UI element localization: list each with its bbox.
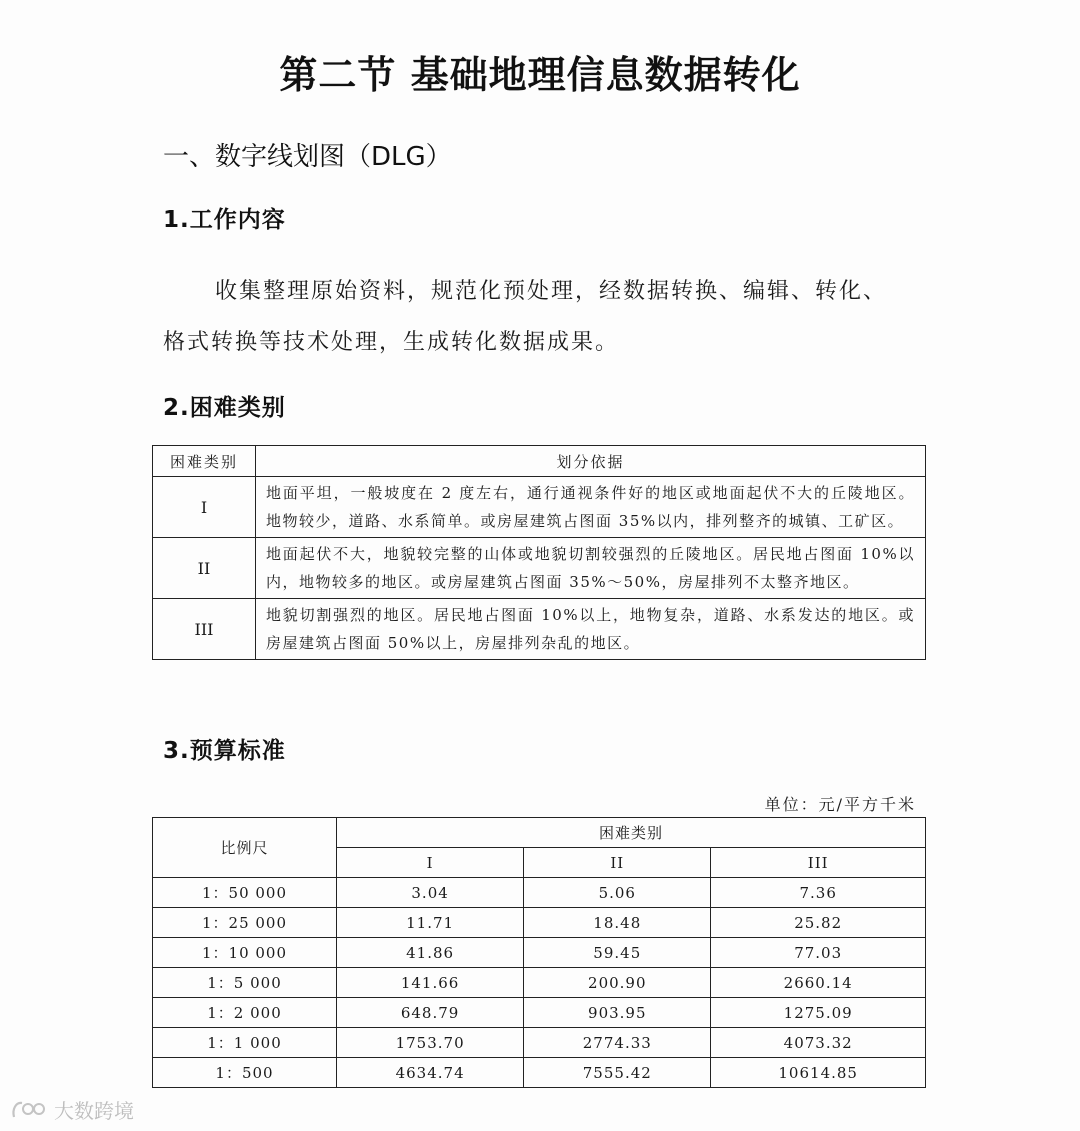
scale-cell: 1：2 000 [153,998,337,1028]
scale-header: 比例尺 [153,818,337,878]
price-cell: 2660.14 [711,968,926,998]
header-cell: 划分依据 [256,446,926,477]
header-cell: 困难类别 [153,446,256,477]
price-cell: 1753.70 [337,1028,524,1058]
subheading-budget: 3.预算标准 [163,738,286,764]
watermark [10,1095,134,1124]
table-header-row [153,446,926,477]
work-content-paragraph [163,266,923,368]
scale-cell: 1：1 000 [153,1028,337,1058]
scale-cell: 1：50 000 [153,878,337,908]
section-heading-dlg: 一、数字线划图（DLG） [163,142,452,172]
price-cell: 4073.32 [711,1028,926,1058]
price-cell: 1275.09 [711,998,926,1028]
table-row [153,538,926,599]
scale-cell: 1：500 [153,1058,337,1088]
table-row [153,968,926,998]
price-cell: 77.03 [711,938,926,968]
budget-table [152,817,926,1088]
table-row [153,1028,926,1058]
table-row [153,599,926,660]
criteria-cell: 地貌切割强烈的地区。居民地占图面 10%以上，地物复杂，道路、水系发达的地区。或房屋建筑占图面 50%以上，房屋排列杂乱的地区。 [256,599,926,660]
table-row [153,477,926,538]
price-cell: 25.82 [711,908,926,938]
class-header: III [711,848,926,878]
table-header-row [153,818,926,848]
watermark-logo-icon [10,1099,50,1121]
table-row [153,908,926,938]
price-cell: 200.90 [524,968,711,998]
scale-cell: 1：10 000 [153,938,337,968]
price-cell: 18.48 [524,908,711,938]
subheading-difficulty: 2.困难类别 [163,395,286,421]
paragraph-line: 格式转换等技术处理，生成转化数据成果。 [163,330,620,355]
price-cell: 648.79 [337,998,524,1028]
price-cell: 10614.85 [711,1058,926,1088]
subheading-work-content: 1.工作内容 [163,207,286,233]
price-cell: 59.45 [524,938,711,968]
criteria-cell: 地面起伏不大，地貌较完整的山体或地貌切割较强烈的丘陵地区。居民地占图面 10%以内，地物较多的地区。或房屋建筑占图面 35%～50%，房屋排列不太整齐地区。 [256,538,926,599]
price-cell: 41.86 [337,938,524,968]
price-cell: 2774.33 [524,1028,711,1058]
category-cell: I [153,477,256,538]
price-cell: 3.04 [337,878,524,908]
budget-body [153,878,926,1088]
price-cell: 903.95 [524,998,711,1028]
paragraph-line: 收集整理原始资料，规范化预处理，经数据转换、编辑、转化、 [215,279,888,304]
difficulty-group-header: 困难类别 [337,818,926,848]
class-header: II [524,848,711,878]
scale-cell: 1：5 000 [153,968,337,998]
price-cell: 7.36 [711,878,926,908]
scale-cell: 1：25 000 [153,908,337,938]
category-cell: II [153,538,256,599]
unit-label: 单位：元/平方千米 [764,795,916,814]
difficulty-table [152,445,926,660]
table-row [153,878,926,908]
criteria-cell: 地面平坦，一般坡度在 2 度左右，通行通视条件好的地区或地面起伏不大的丘陵地区。地物较少，道路、水系简单。或房屋建筑占图面 35%以内，排列整齐的城镇、工矿区。 [256,477,926,538]
price-cell: 7555.42 [524,1058,711,1088]
price-cell: 141.66 [337,968,524,998]
table-row [153,1058,926,1088]
category-cell: III [153,599,256,660]
price-cell: 11.71 [337,908,524,938]
price-cell: 4634.74 [337,1058,524,1088]
page-title: 第二节 基础地理信息数据转化 [279,53,801,97]
table-row [153,998,926,1028]
watermark-text: 大数跨境 [54,1099,134,1123]
class-header: I [337,848,524,878]
price-cell: 5.06 [524,878,711,908]
table-row [153,938,926,968]
